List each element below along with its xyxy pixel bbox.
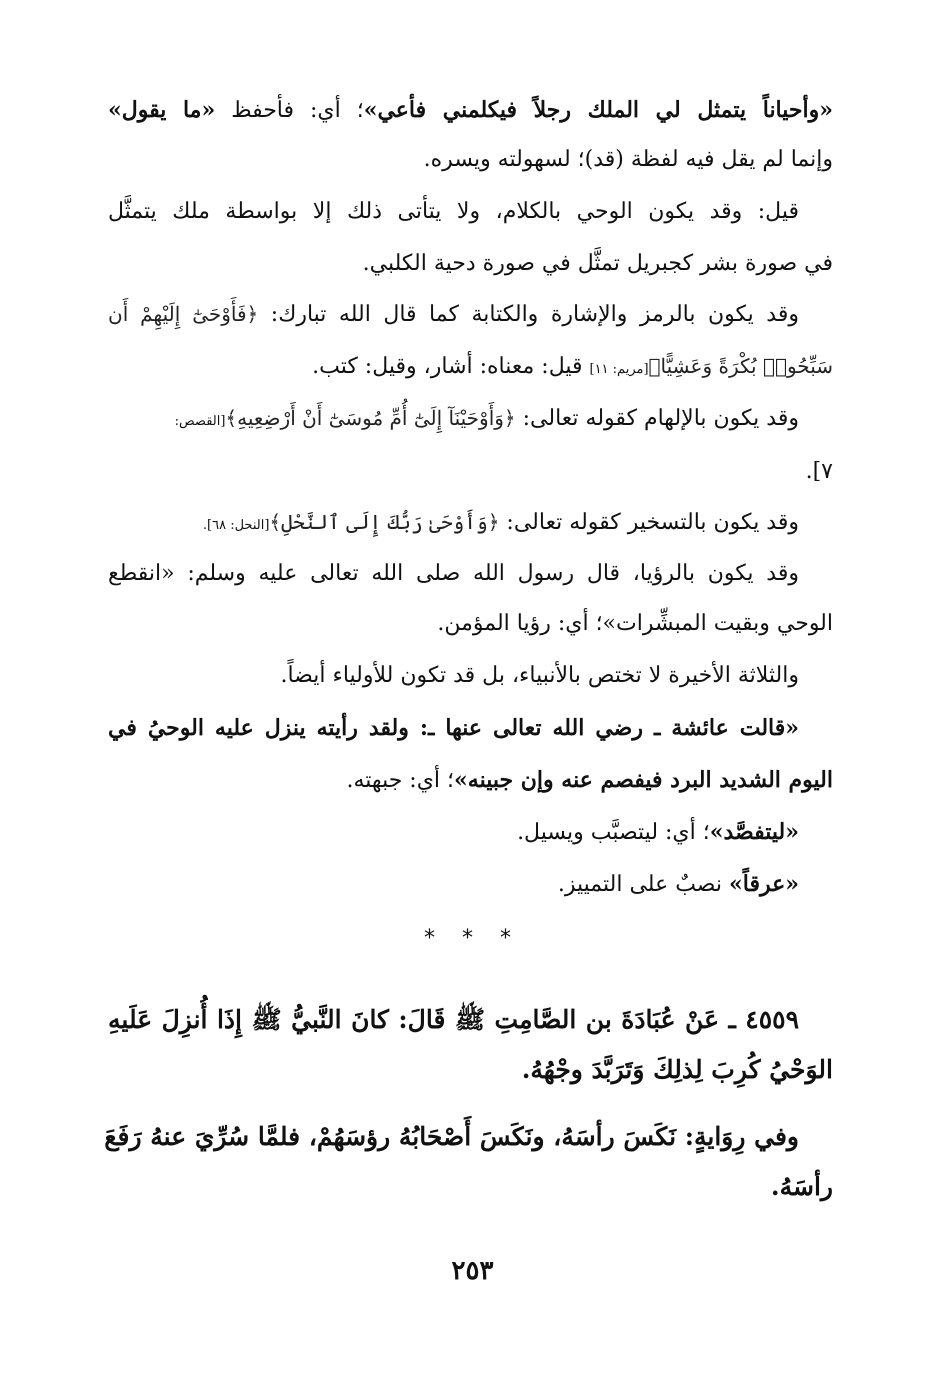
- text-line-5: [108, 297, 799, 332]
- text-line-8: ٧].: [805, 459, 833, 484]
- commentary: ؛ أي: فأحفظ: [215, 98, 364, 123]
- quran-quote: ﴿فَأَوْحَىٰٓ إِلَيْهِمْ أَن: [108, 302, 259, 326]
- quran-reference: [مريم: ١١]: [589, 362, 649, 377]
- text-line-9: [203, 505, 799, 543]
- commentary: ؛ أي: ليتصبَّب ويسيل.: [517, 820, 710, 845]
- text-line-16: [558, 867, 799, 902]
- hadith-quote: «عرقاً»: [729, 871, 799, 897]
- quran-quote: سَبِّحُوا۟ بُكْرَةً وَعَشِيًّا﴾: [648, 354, 833, 378]
- text-line-14: [347, 763, 834, 798]
- quran-quote: ﴿وَأَوْحَيْنَآ إِلَىٰٓ أُمِّ مُوسَىٰٓ أَنْ أَرْضِعِيهِ﴾: [225, 406, 516, 430]
- commentary: ؛ أي: جبهته.: [346, 768, 455, 793]
- text-line-12: والثلاثة الأخيرة لا تختص بالأنبياء، بل قد تكون للأولياء أيضاً.: [280, 663, 799, 688]
- hadith-line-1: ٤٥٥٩ ـ عَنْ عُبَادَةَ بن الصَّامِتِ ﷺ قَالَ: كانَ النَّبيُّ ﷺ إِذَا أُنزِلَ عَلَيهِ: [108, 1005, 799, 1034]
- text-line-4: في صورة بشر كجبريل تمثَّل في صورة دحية الكلبي.: [362, 251, 833, 276]
- text-line-13: «قالت عائشة ـ رضي الله تعالى عنها ـ: ولقد رأيته ينزل عليه الوحيُ في: [108, 715, 799, 741]
- quran-reference: [النحل: ٦٨].: [202, 518, 270, 533]
- quran-reference: [القصص:: [174, 414, 226, 429]
- hadith-line-3: وفي رِوَايةٍ: نَكَسَ رأسَهُ، ونَكَسَ أَصْحَابُهُ رؤسَهُمْ، فلمَّا سُرِّيَ عنهُ رَفَعَ: [104, 1122, 799, 1151]
- text-line-3: قيل: وقد يكون الوحي بالكلام، ولا يتأتى ذلك إلا بواسطة ملك يتمثَّل: [108, 199, 799, 224]
- commentary: وقد يكون بالرمز والإشارة والكتابة كما قال الله تبارك:: [258, 302, 799, 327]
- hadith-line-2: الوَحْيُ كُرِبَ لِذلِكَ وَتَرَبَّدَ وجْهُهُ.: [521, 1055, 833, 1084]
- text-line-11: الوحي وبقيت المبشِّرات»؛ أي: رؤيا المؤمن.: [437, 611, 833, 636]
- commentary: نصبٌ على التمييز.: [557, 872, 729, 897]
- commentary: وقد يكون بالتسخير كقوله تعالى:: [499, 510, 799, 535]
- text-line-7: [175, 401, 799, 439]
- hadith-quote: «وأحياناً يتمثل لي الملك رجلاً فيكلمني فأعي»: [363, 97, 833, 123]
- section-separator: * * *: [424, 926, 521, 951]
- text-line-2: وإنما لم يقل فيه لفظة (قد)؛ لسهولته ويسره.: [423, 147, 833, 172]
- text-line-15: [517, 815, 799, 850]
- text-line-10: وقد يكون بالرؤيا، قال رسول الله صلى الله تعالى عليه وسلم: «انقطع: [108, 561, 799, 586]
- text-line-6: [312, 349, 833, 387]
- hadith-quote: اليوم الشديد البرد فيفصم عنه وإن جبينه»: [454, 767, 833, 793]
- text-line-1: [108, 93, 833, 128]
- hadith-quote: «ليتفصَّد»: [709, 819, 799, 845]
- hadith-quote: «ما يقول»: [108, 97, 216, 123]
- quran-quote: ﴿وَأَوْحَىٰ رَبُّكَ إِلَى ٱلنَّحْلِ﴾: [269, 510, 500, 534]
- page-number: ٢٥٣: [451, 1256, 494, 1286]
- hadith-line-4: رأسَهُ.: [770, 1172, 833, 1201]
- commentary: وقد يكون بالإلهام كقوله تعالى:: [515, 406, 799, 431]
- commentary: قيل: معناه: أشار، وقيل: كتب.: [312, 354, 590, 379]
